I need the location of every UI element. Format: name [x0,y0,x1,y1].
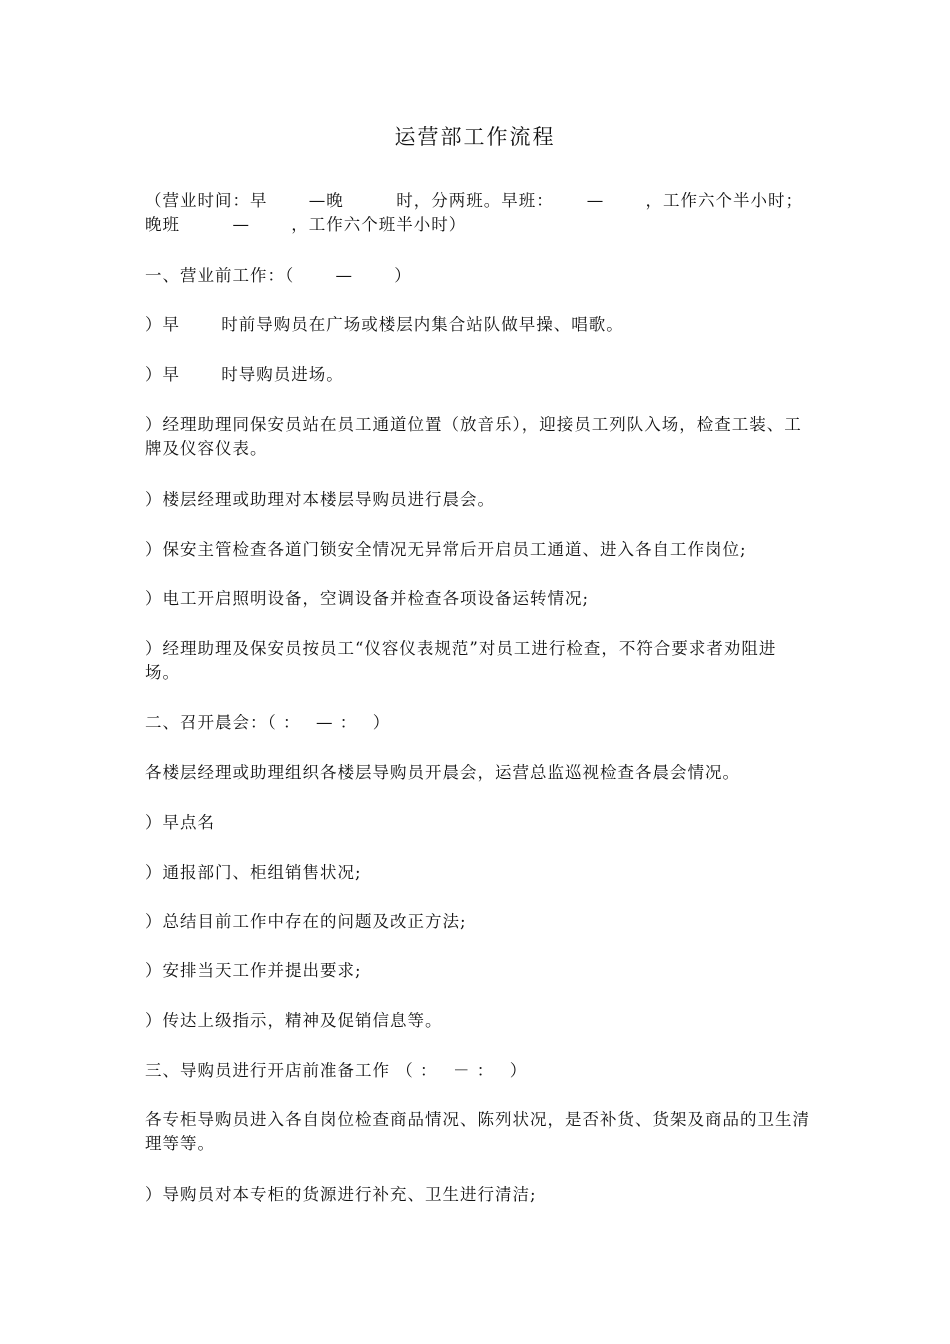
list-item: ）早 时导购员进场。 [145,365,344,384]
list-item: ）经理助理同保安员站在员工通道位置（放音乐），迎接员工列队入场，检查工装、工牌及仪容仪表。 [145,415,802,458]
list-item: ）早 时前导购员在广场或楼层内集合站队做早操、唱歌。 [145,315,624,334]
paragraph-meeting-intro: 各楼层经理或助理组织各楼层导购员开晨会，运营总监巡视检查各晨会情况。 [145,763,740,782]
paragraph-preparation-intro: 各专柜导购员进入各自岗位检查商品情况、陈列状况，是否补货、货架及商品的卫生清理等等。 [145,1110,810,1153]
list-item: ）导购员对本专柜的货源进行补充、卫生进行清洁; [145,1185,537,1204]
section-heading-store-preparation: 三、导购员进行开店前准备工作 （ ： － ： ） [145,1061,528,1080]
paragraph-business-hours: （营业时间：早 —晚 时，分两班。早班： — ，工作六个半小时；晚班 — ，工作六个班半小时） [145,191,803,234]
list-item: ）电工开启照明设备，空调设备并检查各项设备运转情况; [145,589,590,608]
list-item: ）通报部门、柜组销售状况; [145,863,362,882]
list-item: ）安排当天工作并提出要求; [145,961,362,980]
list-item: ）楼层经理或助理对本楼层导购员进行晨会。 [145,490,495,509]
section-heading-pre-opening: 一、营业前工作：（ — ） [145,266,412,285]
section-heading-morning-meeting: 二、召开晨会：（ ： — ： ） [145,713,391,732]
list-item: ）传达上级指示，精神及促销信息等。 [145,1011,443,1030]
list-item: ）总结目前工作中存在的问题及改正方法; [145,912,467,931]
list-item: ）早点名 [145,813,215,832]
list-item: ）保安主管检查各道门锁安全情况无异常后开启员工通道、进入各自工作岗位; [145,540,747,559]
list-item: ）经理助理及保安员按员工“仪容仪表规范”对员工进行检查，不符合要求者劝阻进场。 [145,639,777,682]
document-title: 运营部工作流程 [394,125,556,149]
